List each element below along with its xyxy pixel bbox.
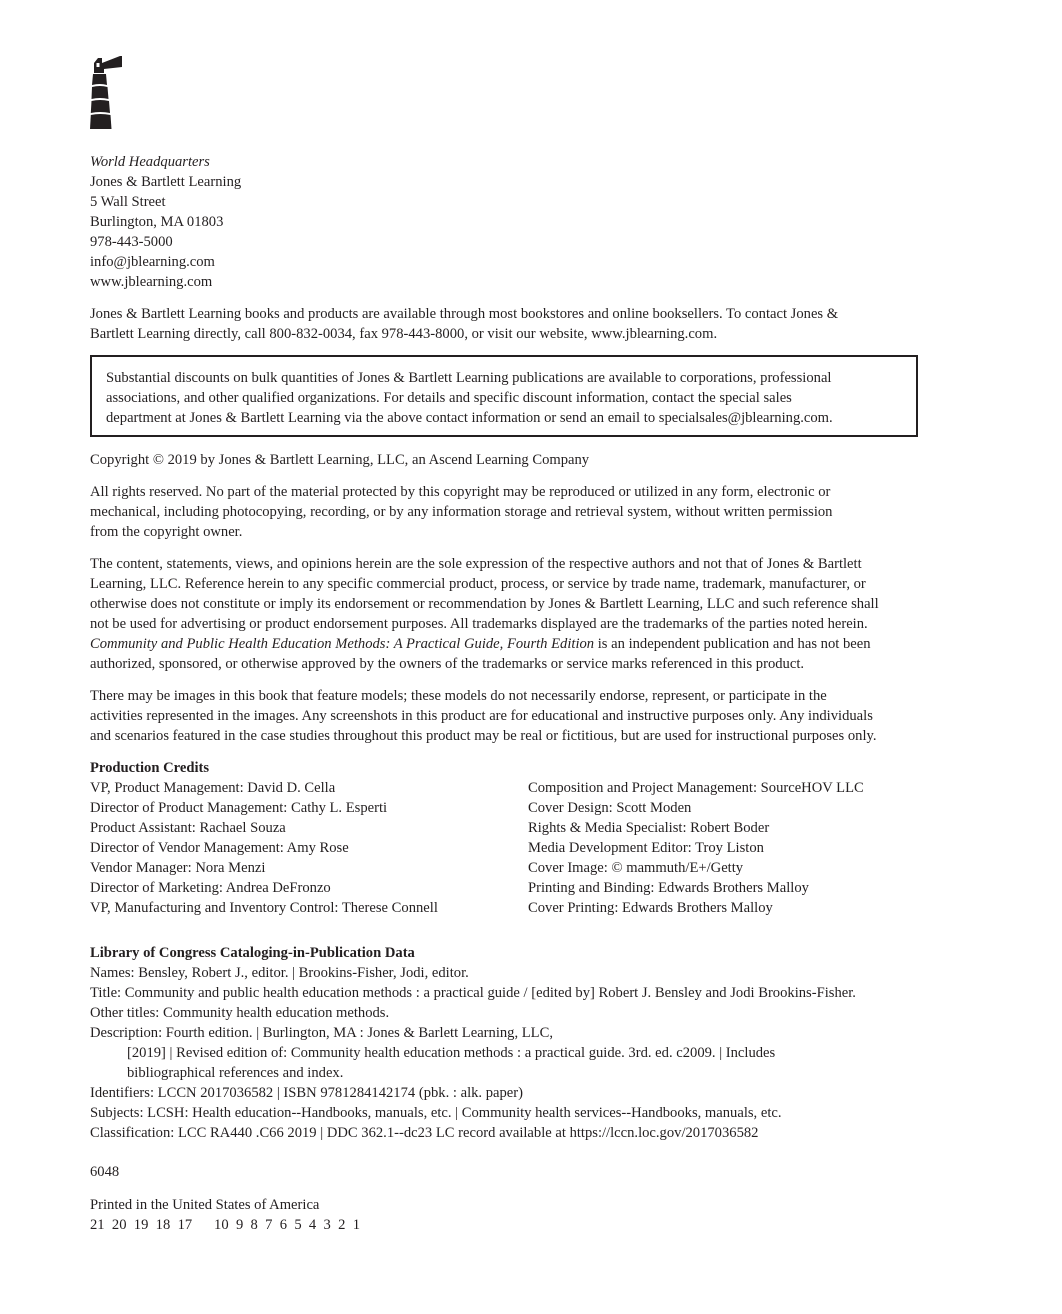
headquarters-heading: World Headquarters: [90, 154, 210, 170]
print-code: [90, 1162, 918, 1182]
credit-item: Printing and Binding: Edwards Brothers Malloy: [528, 880, 809, 896]
cip-title: Title: Community and public health education methods : a practical guide / [edited by] Robert J. Bensley and Jodi Brookins-Fisher.: [90, 985, 856, 1001]
cip-data: [90, 943, 918, 1143]
street-address: 5 Wall Street: [90, 194, 166, 210]
lighthouse-logo: [90, 55, 122, 129]
city-state-zip: Burlington, MA 01803: [90, 214, 224, 230]
copyright-text: Copyright © 2019 by Jones & Bartlett Learning, LLC, an Ascend Learning Company: [90, 452, 590, 468]
disclaimer-line: not be used for advertising or product endorsement purposes. All trademarks displayed are the trademarks of the parties noted herein.: [90, 616, 868, 632]
company-name: Jones & Bartlett Learning: [90, 174, 242, 190]
credit-item: Composition and Project Management: SourceHOV LLC: [528, 780, 864, 796]
cip-description: Description: Fourth edition. | Burlington, MA : Jones & Barlett Learning, LLC,: [90, 1025, 553, 1041]
cip-names: Names: Bensley, Robert J., editor. | Brookins-Fisher, Jodi, editor.: [90, 965, 469, 981]
credit-item: VP, Manufacturing and Inventory Control: Therese Connell: [90, 900, 438, 916]
print-info: [90, 1195, 918, 1235]
rights-line: mechanical, including photocopying, recording, or by any information storage and retrieval system, without written permission: [90, 504, 833, 520]
production-credits-left: [90, 778, 438, 918]
print-code-number: 6048: [90, 1164, 120, 1180]
credit-item: Cover Printing: Edwards Brothers Malloy: [528, 900, 773, 916]
production-credits-right: [528, 778, 864, 918]
images-notice-line: activities represented in the images. Any screenshots in this product are for educational and instructive purposes only. Any individuals: [90, 708, 873, 724]
availability-paragraph: [90, 304, 918, 344]
disclaimer-paragraph: [90, 554, 918, 674]
website-url: www.jblearning.com: [90, 274, 213, 290]
disclaimer-line: Learning, LLC. Reference herein to any specific commercial product, process, or service by trade name, trademark, manufacturer, or: [90, 576, 866, 592]
disclaimer-line: authorized, sponsored, or otherwise approved by the owners of the trademarks or service marks referenced in this product.: [90, 656, 805, 672]
discount-notice-line: associations, and other qualified organizations. For details and specific discount information, contact the special sales: [106, 390, 792, 406]
headquarters-address: [90, 152, 918, 292]
credit-item: VP, Product Management: David D. Cella: [90, 780, 336, 796]
credit-item: Product Assistant: Rachael Souza: [90, 820, 286, 836]
rights-paragraph: [90, 482, 918, 542]
discount-notice-box: [90, 355, 918, 437]
disclaimer-line: The content, statements, views, and opinions herein are the sole expression of the respective authors and not that of Jones & Bartlett: [90, 556, 862, 572]
credit-item: Rights & Media Specialist: Robert Boder: [528, 820, 770, 836]
availability-line: Bartlett Learning directly, call 800-832-0034, fax 978-443-8000, or visit our website, www.jblearning.com.: [90, 326, 718, 342]
disclaimer-line: otherwise does not constitute or imply its endorsement or recommendation by Jones & Bartlett Learning, LLC and such reference shall: [90, 596, 879, 612]
availability-line: Jones & Bartlett Learning books and products are available through most bookstores and online booksellers. To contact Jones &: [90, 306, 839, 322]
credit-item: Cover Image: © mammuth/E+/Getty: [528, 860, 744, 876]
disclaimer-title-rest: is an independent publication and has not been: [594, 636, 871, 652]
cip-other-titles: Other titles: Community health education methods.: [90, 1005, 390, 1021]
cip-subjects: Subjects: LCSH: Health education--Handbooks, manuals, etc. | Community health services--Handbooks, manuals, etc.: [90, 1105, 782, 1121]
cip-description-continued: bibliographical references and index.: [127, 1065, 344, 1081]
disclaimer-title-line: [90, 634, 918, 654]
book-title: Community and Public Health Education Methods: A Practical Guide, Fourth Edition: [90, 636, 595, 652]
images-notice-line: and scenarios featured in the case studies throughout this product may be real or fictitious, but are used for instructional purposes only.: [90, 728, 877, 744]
cip-identifiers: Identifiers: LCCN 2017036582 | ISBN 9781284142174 (pbk. : alk. paper): [90, 1085, 523, 1101]
credit-item: Cover Design: Scott Moden: [528, 800, 692, 816]
print-line-numbers: 21 20 19 18 17 10 9 8 7 6 5 4 3 2 1: [90, 1217, 360, 1233]
discount-notice-line: Substantial discounts on bulk quantities of Jones & Bartlett Learning publications are available to corporations, professional: [106, 370, 832, 386]
cip-heading: Library of Congress Cataloging-in-Publication Data: [90, 945, 415, 961]
rights-line: All rights reserved. No part of the material protected by this copyright may be reproduced or utilized in any form, electronic or: [90, 484, 831, 500]
cip-description-continued: [2019] | Revised edition of: Community health education methods : a practical guide. 3rd. ed. c2009. | Includes: [127, 1045, 776, 1061]
rights-line: from the copyright owner.: [90, 524, 243, 540]
lighthouse-icon: [90, 55, 122, 129]
discount-notice-line: department at Jones & Bartlett Learning via the above contact information or send an email to specialsales@jblearning.com.: [106, 410, 833, 426]
phone-number: 978-443-5000: [90, 234, 173, 250]
credit-item: Media Development Editor: Troy Liston: [528, 840, 764, 856]
email-address: info@jblearning.com: [90, 254, 215, 270]
cip-classification: Classification: LCC RA440 .C66 2019 | DDC 362.1--dc23 LC record available at https://lccn.loc.gov/2017036582: [90, 1125, 759, 1141]
production-credits-title: Production Credits: [90, 760, 210, 776]
credit-item: Director of Vendor Management: Amy Rose: [90, 840, 349, 856]
copyright-line: [90, 450, 918, 470]
production-credits-heading: [90, 758, 918, 778]
printed-in-country: Printed in the United States of America: [90, 1197, 320, 1213]
credit-item: Director of Marketing: Andrea DeFronzo: [90, 880, 331, 896]
images-notice-line: There may be images in this book that feature models; these models do not necessarily endorse, represent, or participate in the: [90, 688, 827, 704]
credit-item: Vendor Manager: Nora Menzi: [90, 860, 266, 876]
credit-item: Director of Product Management: Cathy L. Esperti: [90, 800, 388, 816]
images-notice-paragraph: [90, 686, 918, 746]
